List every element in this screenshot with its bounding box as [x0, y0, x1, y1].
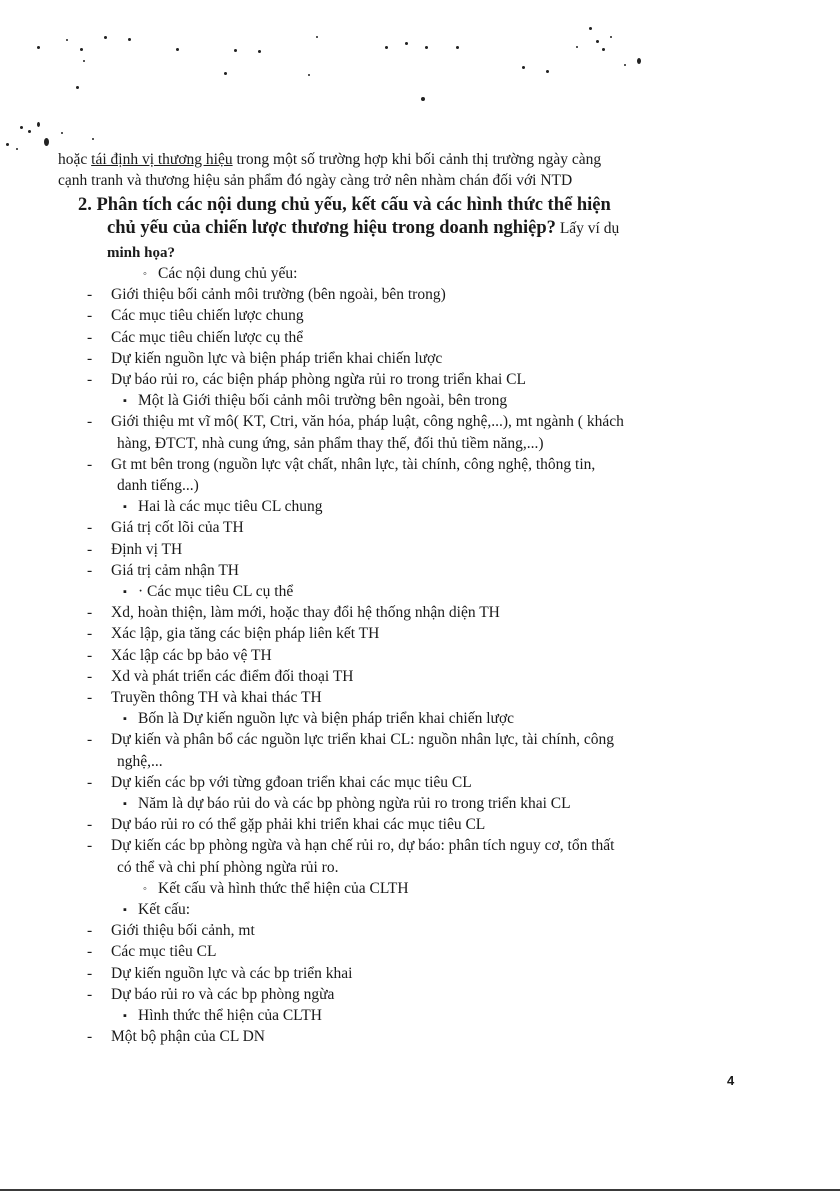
square-bullet-icon: ▪ [123, 586, 127, 598]
item-text: Một bộ phận của CL DN [111, 1028, 265, 1045]
dash-item-continuation [117, 434, 544, 454]
item-text: Bốn là Dự kiến nguồn lực và biện pháp triển khai chiến lược [138, 710, 515, 727]
dash-item [111, 518, 244, 538]
dash-marker: - [87, 350, 93, 367]
dash-item [111, 646, 272, 666]
dash-item [111, 815, 485, 835]
dash-item [111, 730, 614, 750]
square-bullet-item [123, 900, 191, 920]
item-text: Một là Giới thiệu bối cảnh môi trường bên ngoài, bên trong [138, 392, 508, 409]
square-bullet-item [123, 391, 508, 411]
square-bullet-item [123, 582, 294, 602]
dash-marker: - [87, 689, 93, 706]
item-text: Giới thiệu bối cảnh, mt [111, 922, 255, 939]
dash-item [111, 688, 322, 708]
item-text: Dự kiến các bp với từng gđoan triển khai các mục tiêu CL [111, 774, 472, 791]
item-text: Năm là dự báo rủi do và các bp phòng ngừa rủi ro trong triển khai CL [138, 795, 571, 812]
dash-item [111, 455, 595, 475]
item-text: Xác lập các bp bảo vệ TH [111, 647, 272, 664]
dash-item-continuation [117, 858, 338, 878]
item-text: Dự kiến nguồn lực và biện pháp triển khai chiến lược [111, 350, 443, 367]
dash-marker: - [87, 329, 93, 346]
item-text: Dự báo rủi ro có thể gặp phải khi triển khai các mục tiêu CL [111, 816, 486, 833]
dash-item [111, 603, 500, 623]
dash-item [111, 942, 216, 962]
item-text: Các mục tiêu chiến lược chung [111, 307, 304, 324]
item-text: Các nội dung chủ yếu: [158, 265, 298, 282]
item-text: Giá trị cốt lõi của TH [111, 519, 244, 536]
dash-marker: - [87, 307, 93, 324]
item-text: Xd và phát triển các điểm đối thoại TH [111, 668, 354, 685]
item-text: Định vị TH [111, 541, 183, 558]
dash-marker: - [87, 965, 93, 982]
square-bullet-icon: ▪ [123, 501, 127, 513]
item-text: · Các mục tiêu CL cụ thể [138, 583, 294, 600]
dash-marker: - [87, 922, 93, 939]
item-text: Kết cấu và hình thức thể hiện của CLTH [158, 880, 409, 897]
item-text: Dự kiến và phân bổ các nguồn lực triển khai CL: nguồn nhân lực, tài chính, công [111, 731, 614, 748]
dash-marker: - [87, 1028, 93, 1045]
item-text: nghệ,... [117, 753, 163, 770]
item-text: Dự báo rủi ro và các bp phòng ngừa [111, 986, 335, 1003]
square-bullet-icon: ▪ [123, 904, 127, 916]
dash-item [111, 306, 304, 326]
item-text: Giới thiệu mt vĩ mô( KT, Ctri, văn hóa, pháp luật, công nghệ,...), mt ngành ( khách [111, 413, 624, 430]
dash-marker: - [87, 731, 93, 748]
dash-marker: - [87, 604, 93, 621]
square-bullet-item [123, 794, 571, 814]
item-text: Hình thức thể hiện của CLTH [138, 1007, 322, 1024]
dash-marker: - [87, 774, 93, 791]
item-text: Giá trị cảm nhận TH [111, 562, 239, 579]
dash-item [111, 624, 379, 644]
item-text: có thể và chi phí phòng ngừa rủi ro. [117, 859, 339, 876]
question-heading-line-3: minh họa? [107, 245, 175, 261]
dash-marker: - [87, 413, 93, 430]
item-text: danh tiếng...) [117, 477, 199, 494]
item-text: Dự kiến các bp phòng ngừa và hạn chế rủi ro, dự báo: phân tích nguy cơ, tổn thất [111, 837, 615, 854]
question-heading-line-2: chủ yếu của chiến lược thương hiệu trong doanh nghiệp? Lấy ví dụ [107, 218, 620, 238]
dash-item [111, 328, 303, 348]
dash-item [111, 667, 353, 687]
square-bullet-icon: ▪ [123, 395, 127, 407]
dash-item [111, 985, 334, 1005]
square-bullet-icon: ▪ [123, 713, 127, 725]
square-bullet-item [123, 497, 323, 517]
square-bullet-icon: ▪ [123, 1010, 127, 1022]
circle-bullet-item [143, 879, 409, 899]
circle-bullet-icon: ◦ [143, 268, 147, 280]
item-text: Dự kiến nguồn lực và các bp triển khai [111, 965, 353, 982]
dash-marker: - [87, 562, 93, 579]
page-number: 4 [727, 1073, 735, 1088]
dash-item [111, 773, 472, 793]
dash-item [111, 921, 255, 941]
dash-marker: - [87, 816, 93, 833]
item-text: Các mục tiêu chiến lược cụ thể [111, 329, 304, 346]
dash-item [111, 561, 239, 581]
item-text: Xác lập, gia tăng các biện pháp liên kết TH [111, 625, 380, 642]
dash-marker: - [87, 668, 93, 685]
item-text: hàng, ĐTCT, nhà cung ứng, sản phẩm thay thế, đối thủ tiềm năng,...) [117, 435, 544, 452]
item-text: Các mục tiêu CL [111, 943, 217, 960]
dash-item [111, 1027, 265, 1047]
item-text: Kết cấu: [138, 901, 191, 918]
item-text: Hai là các mục tiêu CL chung [138, 498, 323, 515]
dash-marker: - [87, 541, 93, 558]
dash-item [111, 349, 442, 369]
intro-line-1: hoặc tái định vị thương hiệu trong một số trường hợp khi bối cảnh thị trường ngày càng [58, 151, 602, 168]
square-bullet-item [123, 709, 515, 729]
intro-line-2: cạnh tranh và thương hiệu sản phẩm đó ngày càng trở nên nhàm chán đối với NTD [58, 172, 573, 189]
dash-item-continuation [117, 752, 163, 772]
dash-marker: - [87, 456, 93, 473]
dash-item [111, 540, 182, 560]
dash-marker: - [87, 286, 93, 303]
dash-marker: - [87, 943, 93, 960]
square-bullet-icon: ▪ [123, 798, 127, 810]
item-text: Gt mt bên trong (nguồn lực vật chất, nhân lực, tài chính, công nghệ, thông tin, [111, 456, 596, 473]
question-heading-line-1: 2. Phân tích các nội dung chủ yếu, kết cấu và các hình thức thể hiện [78, 195, 611, 215]
dash-marker: - [87, 986, 93, 1003]
dash-item [111, 412, 624, 432]
dash-marker: - [87, 519, 93, 536]
circle-bullet-item [143, 264, 298, 284]
dash-marker: - [87, 837, 93, 854]
dash-item [111, 964, 352, 984]
square-bullet-item [123, 1006, 322, 1026]
item-text: Giới thiệu bối cảnh môi trường (bên ngoài, bên trong) [111, 286, 446, 303]
item-text: Truyền thông TH và khai thác TH [111, 689, 322, 706]
dash-item [111, 836, 614, 856]
dash-marker: - [87, 371, 93, 388]
dash-marker: - [87, 647, 93, 664]
circle-bullet-icon: ◦ [143, 883, 147, 895]
dash-marker: - [87, 625, 93, 642]
dash-item [111, 370, 526, 390]
dash-item [111, 285, 446, 305]
item-text: Xd, hoàn thiện, làm mới, hoặc thay đổi hệ thống nhận diện TH [111, 604, 500, 621]
item-text: Dự báo rủi ro, các biện pháp phòng ngừa rủi ro trong triển khai CL [111, 371, 526, 388]
dash-item-continuation [117, 476, 199, 496]
